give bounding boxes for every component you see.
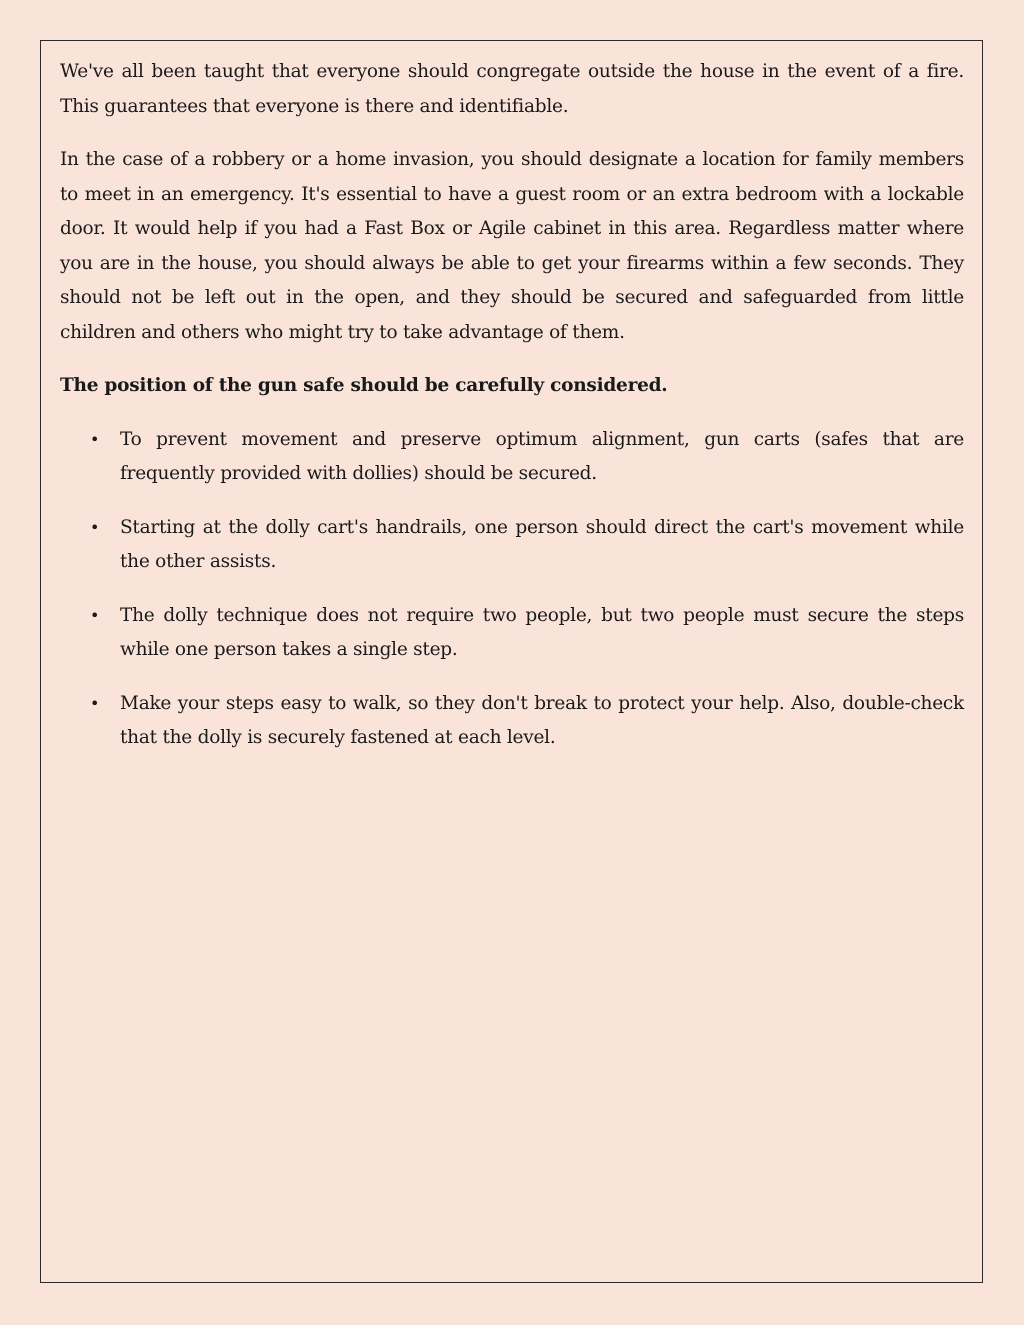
document-body: [60, 55, 964, 775]
list-item: [60, 599, 964, 668]
paragraph-fire-meeting: We've all been taught that everyone should congregate outside the house in the event of a fire. This guarantees that everyone is there and identifiable.: [60, 61, 964, 117]
list-item: [60, 511, 964, 580]
bullet-icon: •: [90, 517, 100, 537]
list-item: [60, 687, 964, 756]
list-item-text: Make your steps easy to walk, so they don't break to protect your help. Also, double-check that the dolly is securely fastened at each level.: [120, 692, 964, 748]
bullet-icon: •: [90, 693, 100, 713]
list-item-text: To prevent movement and preserve optimum alignment, gun carts (safes that are frequently provided with dollies) should be secured.: [120, 428, 964, 484]
list-item-text: Starting at the dolly cart's handrails, one person should direct the cart's movement while the other assists.: [120, 516, 964, 572]
bullet-icon: •: [90, 605, 100, 625]
section-heading: The position of the gun safe should be carefully considered.: [60, 375, 668, 396]
bullet-list: [60, 423, 964, 756]
list-item: [60, 423, 964, 492]
list-item-text: The dolly technique does not require two people, but two people must secure the steps while one person takes a single step.: [120, 604, 964, 660]
bullet-icon: •: [90, 429, 100, 449]
paragraph-home-invasion: In the case of a robbery or a home invasion, you should designate a location for family members to meet in an emergency. It's essential to have a guest room or an extra bedroom with a lockable door. It would help if you had a Fast Box or Agile cabinet in this area. Regardless matter where you are in the house, you should always be able to get your firearms within a few seconds. They should not be left out in the open, and they should be secured and safeguarded from little children and others who might try to take advantage of them.: [60, 149, 964, 343]
